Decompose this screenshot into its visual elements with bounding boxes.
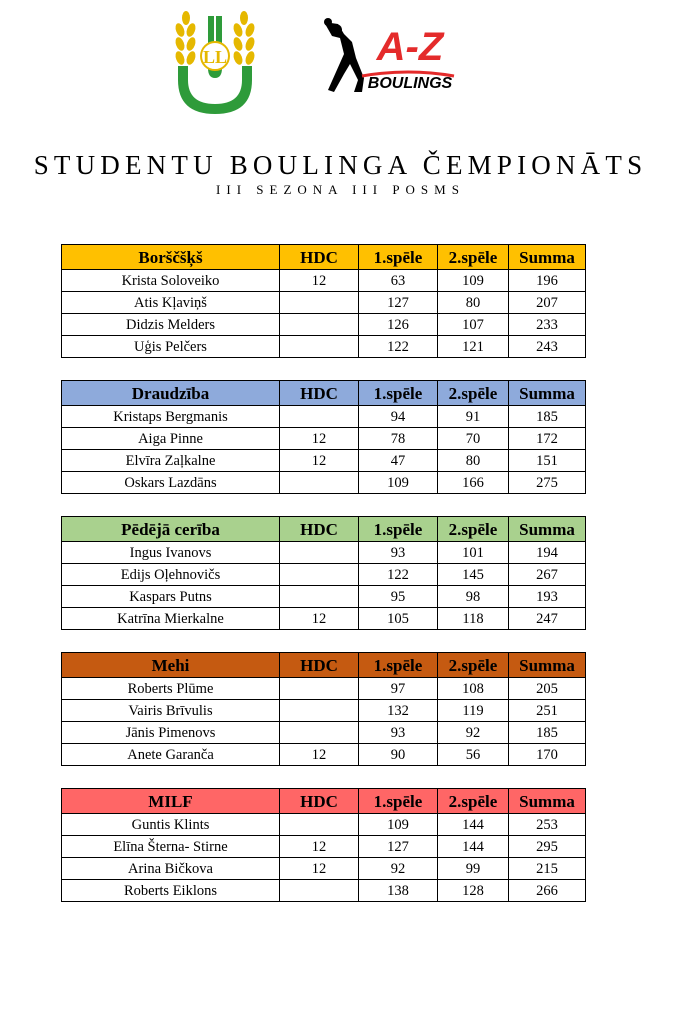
player-sum: 266: [509, 880, 586, 902]
player-row: [62, 336, 586, 358]
player-sum: 205: [509, 678, 586, 700]
sum-column-header: Summa: [509, 789, 586, 814]
player-game1: 93: [359, 722, 438, 744]
player-hdc: 12: [280, 450, 359, 472]
game2-column-header: 2.spēle: [438, 789, 509, 814]
player-game1: 122: [359, 336, 438, 358]
player-game1: 109: [359, 814, 438, 836]
player-row: [62, 472, 586, 494]
player-name: Roberts Eiklons: [62, 880, 280, 902]
game2-column-header: 2.spēle: [438, 245, 509, 270]
player-sum: 215: [509, 858, 586, 880]
player-sum: 170: [509, 744, 586, 766]
player-name: Ingus Ivanovs: [62, 542, 280, 564]
az-boulings-logo: [318, 18, 468, 98]
player-hdc: 12: [280, 744, 359, 766]
player-game1: 63: [359, 270, 438, 292]
hdc-column-header: HDC: [280, 517, 359, 542]
hdc-column-header: HDC: [280, 789, 359, 814]
player-hdc: 12: [280, 608, 359, 630]
player-sum: 267: [509, 564, 586, 586]
page-subtitle: III SEZONA III POSMS: [216, 182, 465, 197]
player-sum: 243: [509, 336, 586, 358]
sum-column-header: Summa: [509, 245, 586, 270]
player-sum: 253: [509, 814, 586, 836]
player-name: Kristaps Bergmanis: [62, 406, 280, 428]
az-logo-text: A-Z: [376, 25, 444, 69]
player-name: Katrīna Mierkalne: [62, 608, 280, 630]
player-sum: 185: [509, 406, 586, 428]
player-game2: 56: [438, 744, 509, 766]
player-name: Elvīra Zaļkalne: [62, 450, 280, 472]
player-row: [62, 858, 586, 880]
team-header-row: [62, 381, 586, 406]
game1-column-header: 1.spēle: [359, 789, 438, 814]
player-game1: 92: [359, 858, 438, 880]
player-game1: 94: [359, 406, 438, 428]
player-row: [62, 722, 586, 744]
team-header-row: [62, 245, 586, 270]
player-row: [62, 744, 586, 766]
team-header-row: [62, 653, 586, 678]
player-game2: 108: [438, 678, 509, 700]
player-hdc: [280, 542, 359, 564]
player-game1: 93: [359, 542, 438, 564]
player-row: [62, 542, 586, 564]
player-game2: 145: [438, 564, 509, 586]
player-row: [62, 836, 586, 858]
llu-university-logo: [170, 8, 260, 118]
team-table: [61, 380, 586, 494]
player-game1: 90: [359, 744, 438, 766]
player-game2: 80: [438, 450, 509, 472]
sum-column-header: Summa: [509, 653, 586, 678]
game2-column-header: 2.spēle: [438, 653, 509, 678]
player-hdc: [280, 880, 359, 902]
player-hdc: [280, 700, 359, 722]
player-sum: 194: [509, 542, 586, 564]
player-hdc: [280, 314, 359, 336]
player-hdc: [280, 292, 359, 314]
team-header-row: [62, 789, 586, 814]
page-title: STUDENTU BOULINGA ČEMPIONĀTS: [33, 150, 648, 180]
player-game1: 95: [359, 586, 438, 608]
player-row: [62, 814, 586, 836]
team-name-header: Draudzība: [62, 381, 280, 406]
player-game1: 97: [359, 678, 438, 700]
player-game1: 138: [359, 880, 438, 902]
player-row: [62, 406, 586, 428]
player-game1: 127: [359, 292, 438, 314]
player-game1: 47: [359, 450, 438, 472]
player-game1: 132: [359, 700, 438, 722]
player-name: Arina Bičkova: [62, 858, 280, 880]
team-name-header: Pēdējā cerība: [62, 517, 280, 542]
team-table: [61, 652, 586, 766]
sum-column-header: Summa: [509, 381, 586, 406]
player-sum: 251: [509, 700, 586, 722]
player-name: Vairis Brīvulis: [62, 700, 280, 722]
player-hdc: [280, 586, 359, 608]
team-name-header: MILF: [62, 789, 280, 814]
player-game2: 128: [438, 880, 509, 902]
player-name: Jānis Pimenovs: [62, 722, 280, 744]
player-row: [62, 700, 586, 722]
hdc-column-header: HDC: [280, 245, 359, 270]
player-name: Didzis Melders: [62, 314, 280, 336]
az-logo-subtext: BOULINGS: [367, 75, 453, 92]
player-name: Anete Garanča: [62, 744, 280, 766]
player-row: [62, 880, 586, 902]
player-row: [62, 586, 586, 608]
player-game2: 91: [438, 406, 509, 428]
player-name: Uģis Pelčers: [62, 336, 280, 358]
player-row: [62, 428, 586, 450]
player-hdc: 12: [280, 270, 359, 292]
player-name: Kaspars Putns: [62, 586, 280, 608]
player-game2: 98: [438, 586, 509, 608]
player-game1: 127: [359, 836, 438, 858]
team-name-header: Borščšķš: [62, 245, 280, 270]
player-sum: 233: [509, 314, 586, 336]
player-sum: 247: [509, 608, 586, 630]
game1-column-header: 1.spēle: [359, 381, 438, 406]
game1-column-header: 1.spēle: [359, 517, 438, 542]
hdc-column-header: HDC: [280, 653, 359, 678]
hdc-column-header: HDC: [280, 381, 359, 406]
player-sum: 275: [509, 472, 586, 494]
player-sum: 172: [509, 428, 586, 450]
player-game1: 122: [359, 564, 438, 586]
player-game2: 107: [438, 314, 509, 336]
player-name: Edijs Oļehnovičs: [62, 564, 280, 586]
player-game2: 144: [438, 836, 509, 858]
game2-column-header: 2.spēle: [438, 381, 509, 406]
player-hdc: 12: [280, 858, 359, 880]
player-hdc: 12: [280, 428, 359, 450]
player-hdc: [280, 336, 359, 358]
player-game2: 80: [438, 292, 509, 314]
game2-column-header: 2.spēle: [438, 517, 509, 542]
player-game2: 70: [438, 428, 509, 450]
team-table: [61, 788, 586, 902]
llu-logo-letters: LL: [202, 47, 228, 67]
game1-column-header: 1.spēle: [359, 653, 438, 678]
player-name: Guntis Klints: [62, 814, 280, 836]
player-sum: 196: [509, 270, 586, 292]
player-hdc: 12: [280, 836, 359, 858]
player-game1: 105: [359, 608, 438, 630]
player-name: Aiga Pinne: [62, 428, 280, 450]
player-sum: 207: [509, 292, 586, 314]
player-row: [62, 564, 586, 586]
player-game2: 99: [438, 858, 509, 880]
logo-bar: [0, 0, 681, 130]
player-name: Roberts Plūme: [62, 678, 280, 700]
player-row: [62, 608, 586, 630]
sum-column-header: Summa: [509, 517, 586, 542]
player-hdc: [280, 814, 359, 836]
player-game2: 121: [438, 336, 509, 358]
player-name: Krista Soloveiko: [62, 270, 280, 292]
player-hdc: [280, 472, 359, 494]
player-name: Elīna Šterna- Stirne: [62, 836, 280, 858]
player-row: [62, 314, 586, 336]
team-header-row: [62, 517, 586, 542]
player-hdc: [280, 722, 359, 744]
player-name: Atis Kļaviņš: [62, 292, 280, 314]
player-sum: 185: [509, 722, 586, 744]
team-table: [61, 244, 586, 358]
player-row: [62, 292, 586, 314]
player-row: [62, 450, 586, 472]
player-sum: 193: [509, 586, 586, 608]
player-name: Oskars Lazdāns: [62, 472, 280, 494]
player-game2: 166: [438, 472, 509, 494]
player-game1: 109: [359, 472, 438, 494]
player-row: [62, 270, 586, 292]
player-game1: 126: [359, 314, 438, 336]
player-hdc: [280, 564, 359, 586]
player-sum: 295: [509, 836, 586, 858]
player-game2: 101: [438, 542, 509, 564]
player-game2: 119: [438, 700, 509, 722]
player-game2: 92: [438, 722, 509, 744]
player-game1: 78: [359, 428, 438, 450]
player-row: [62, 678, 586, 700]
team-name-header: Mehi: [62, 653, 280, 678]
player-sum: 151: [509, 450, 586, 472]
player-game2: 144: [438, 814, 509, 836]
player-game2: 109: [438, 270, 509, 292]
player-game2: 118: [438, 608, 509, 630]
team-table: [61, 516, 586, 630]
player-hdc: [280, 678, 359, 700]
player-hdc: [280, 406, 359, 428]
game1-column-header: 1.spēle: [359, 245, 438, 270]
